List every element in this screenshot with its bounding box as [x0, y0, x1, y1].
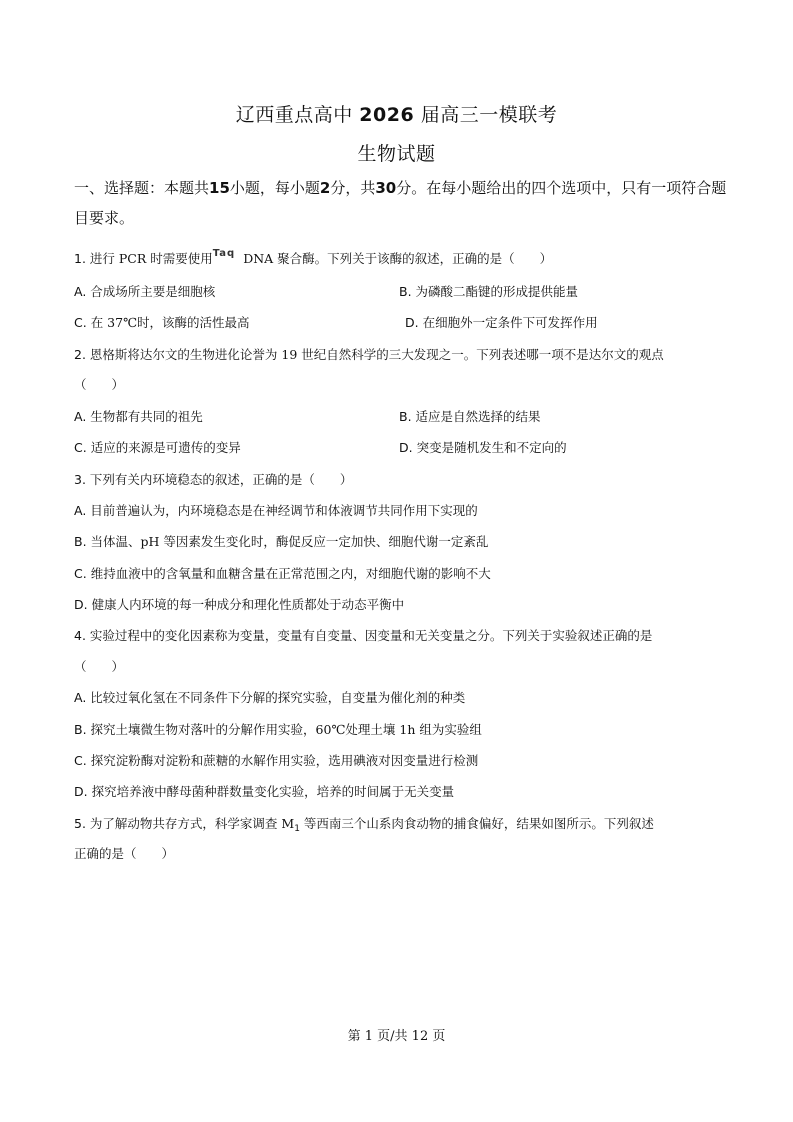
option-letter: D. — [405, 315, 419, 330]
page-number: 第 1 页/共 12 页 — [347, 1029, 446, 1044]
question-text: 为了解动物共存方式，科学家调查 M — [89, 816, 295, 831]
section-text-3: 分，共 — [330, 179, 376, 197]
option-text: 为磷酸二酯键的形成提供能量 — [415, 284, 579, 299]
question-4-option-a — [74, 690, 465, 706]
option-text: 适应的来源是可遗传的变异 — [90, 440, 241, 455]
exam-title — [0, 100, 793, 127]
option-text: 探究土壤微生物对落叶的分解作用实验，60℃处理土壤 1h 组为实验组 — [90, 722, 482, 737]
section-text-2: 小题，每小题 — [229, 179, 320, 197]
question-4-option-d — [74, 784, 454, 800]
question-1-stem — [74, 248, 553, 269]
question-number: 3. — [74, 472, 86, 487]
question-3-stem — [74, 472, 352, 488]
option-letter: C. — [74, 440, 87, 455]
title-suffix: 届高三一模联考 — [420, 104, 558, 126]
subtitle-text: 生物试题 — [357, 143, 436, 165]
section-text-1: 一、选择题：本题共 — [74, 179, 210, 197]
page-footer — [0, 1025, 793, 1044]
section-text-4: 分。在每小题给出的四个选项中，只有一项符合题目要求。 — [74, 179, 727, 227]
option-letter: D. — [74, 597, 88, 612]
option-text: 探究培养液中酵母菌种群数量变化实验，培养的时间属于无关变量 — [91, 784, 455, 799]
question-5-stem-cont — [74, 846, 174, 862]
option-text: 探究淀粉酶对淀粉和蔗糖的水解作用实验，选用碘液对因变量进行检测 — [90, 753, 479, 768]
option-letter: D. — [399, 440, 413, 455]
option-letter: A. — [74, 690, 87, 705]
question-count: 15 — [209, 179, 230, 197]
option-letter: C. — [74, 753, 87, 768]
option-letter: B. — [74, 722, 87, 737]
points-each: 2 — [319, 179, 331, 197]
option-letter: D. — [74, 784, 88, 799]
question-2-stem — [74, 347, 664, 363]
question-1-option-c — [74, 315, 250, 331]
subscript: 1 — [294, 824, 300, 834]
option-text: 在 37℃时，该酶的活性最高 — [90, 315, 250, 330]
question-3-option-d — [74, 597, 404, 613]
question-number: 1. — [74, 251, 86, 266]
option-text: 比较过氧化氢在不同条件下分解的探究实验，自变量为催化剂的种类 — [90, 690, 466, 705]
option-text: 生物都有共同的祖先 — [90, 409, 203, 424]
option-letter: C. — [74, 315, 87, 330]
option-text: 当体温、pH 等因素发生变化时，酶促反应一定加快、细胞代谢一定紊乱 — [90, 534, 489, 549]
question-number: 2. — [74, 347, 86, 362]
taq-image-label: Taq — [212, 248, 236, 259]
answer-parentheses: （ ） — [74, 377, 125, 392]
question-text: 实验过程中的变化因素称为变量，变量有自变量、因变量和无关变量之分。下列关于实验叙述正确的是 — [89, 628, 653, 643]
question-2-stem-cont — [74, 377, 124, 393]
option-text: 适应是自然选择的结果 — [415, 409, 541, 424]
question-3-option-c — [74, 566, 491, 582]
option-letter: C. — [74, 566, 87, 581]
question-2-option-b — [399, 409, 541, 425]
option-text: 目前普遍认为，内环境稳态是在神经调节和体液调节共同作用下实现的 — [90, 503, 478, 518]
question-text: 等西南三个山系肉食动物的捕食偏好，结果如图所示。下列叙述 — [303, 816, 654, 831]
question-3-option-a — [74, 503, 478, 519]
question-3-option-b — [74, 534, 488, 550]
question-number: 4. — [74, 628, 86, 643]
exam-subtitle — [0, 139, 793, 166]
question-text: 正确的是（ ） — [74, 846, 175, 861]
option-text: 维持血液中的含氧量和血糖含量在正常范围之内，对细胞代谢的影响不大 — [90, 566, 491, 581]
option-text: 合成场所主要是细胞核 — [90, 284, 216, 299]
option-letter: B. — [74, 534, 87, 549]
question-4-stem-cont — [74, 659, 124, 675]
option-letter: B. — [399, 284, 412, 299]
question-2-option-a — [74, 409, 203, 425]
question-text: 下列有关内环境稳态的叙述，正确的是（ ） — [89, 472, 353, 487]
option-text: 突变是随机发生和不定向的 — [416, 440, 567, 455]
question-1-option-d — [405, 315, 598, 331]
question-1-option-a — [74, 284, 215, 300]
section-instructions — [74, 173, 738, 233]
question-number: 5. — [74, 816, 86, 831]
question-1-option-b — [399, 284, 578, 300]
option-letter: B. — [399, 409, 412, 424]
title-year: 2026 — [359, 104, 415, 126]
question-4-stem — [74, 628, 652, 644]
option-letter: A. — [74, 409, 87, 424]
answer-parentheses: （ ） — [74, 659, 125, 674]
question-2-option-c — [74, 440, 241, 456]
question-4-option-c — [74, 753, 478, 769]
question-text: DNA 聚合酶。下列关于该酶的叙述，正确的是（ ） — [243, 251, 553, 266]
total-points: 30 — [375, 179, 397, 197]
option-text: 在细胞外一定条件下可发挥作用 — [422, 315, 598, 330]
question-text: 进行 PCR 时需要使用 — [89, 251, 213, 266]
question-5-stem — [74, 816, 654, 837]
option-letter: A. — [74, 284, 87, 299]
title-prefix: 辽西重点高中 — [235, 104, 353, 126]
question-2-option-d — [399, 440, 567, 456]
question-text: 恩格斯将达尔文的生物进化论誉为 19 世纪自然科学的三大发现之一。下列表述哪一项不是达尔文的观点 — [89, 347, 664, 362]
option-letter: A. — [74, 503, 87, 518]
option-text: 健康人内环境的每一种成分和理化性质都处于动态平衡中 — [91, 597, 405, 612]
question-4-option-b — [74, 722, 482, 738]
